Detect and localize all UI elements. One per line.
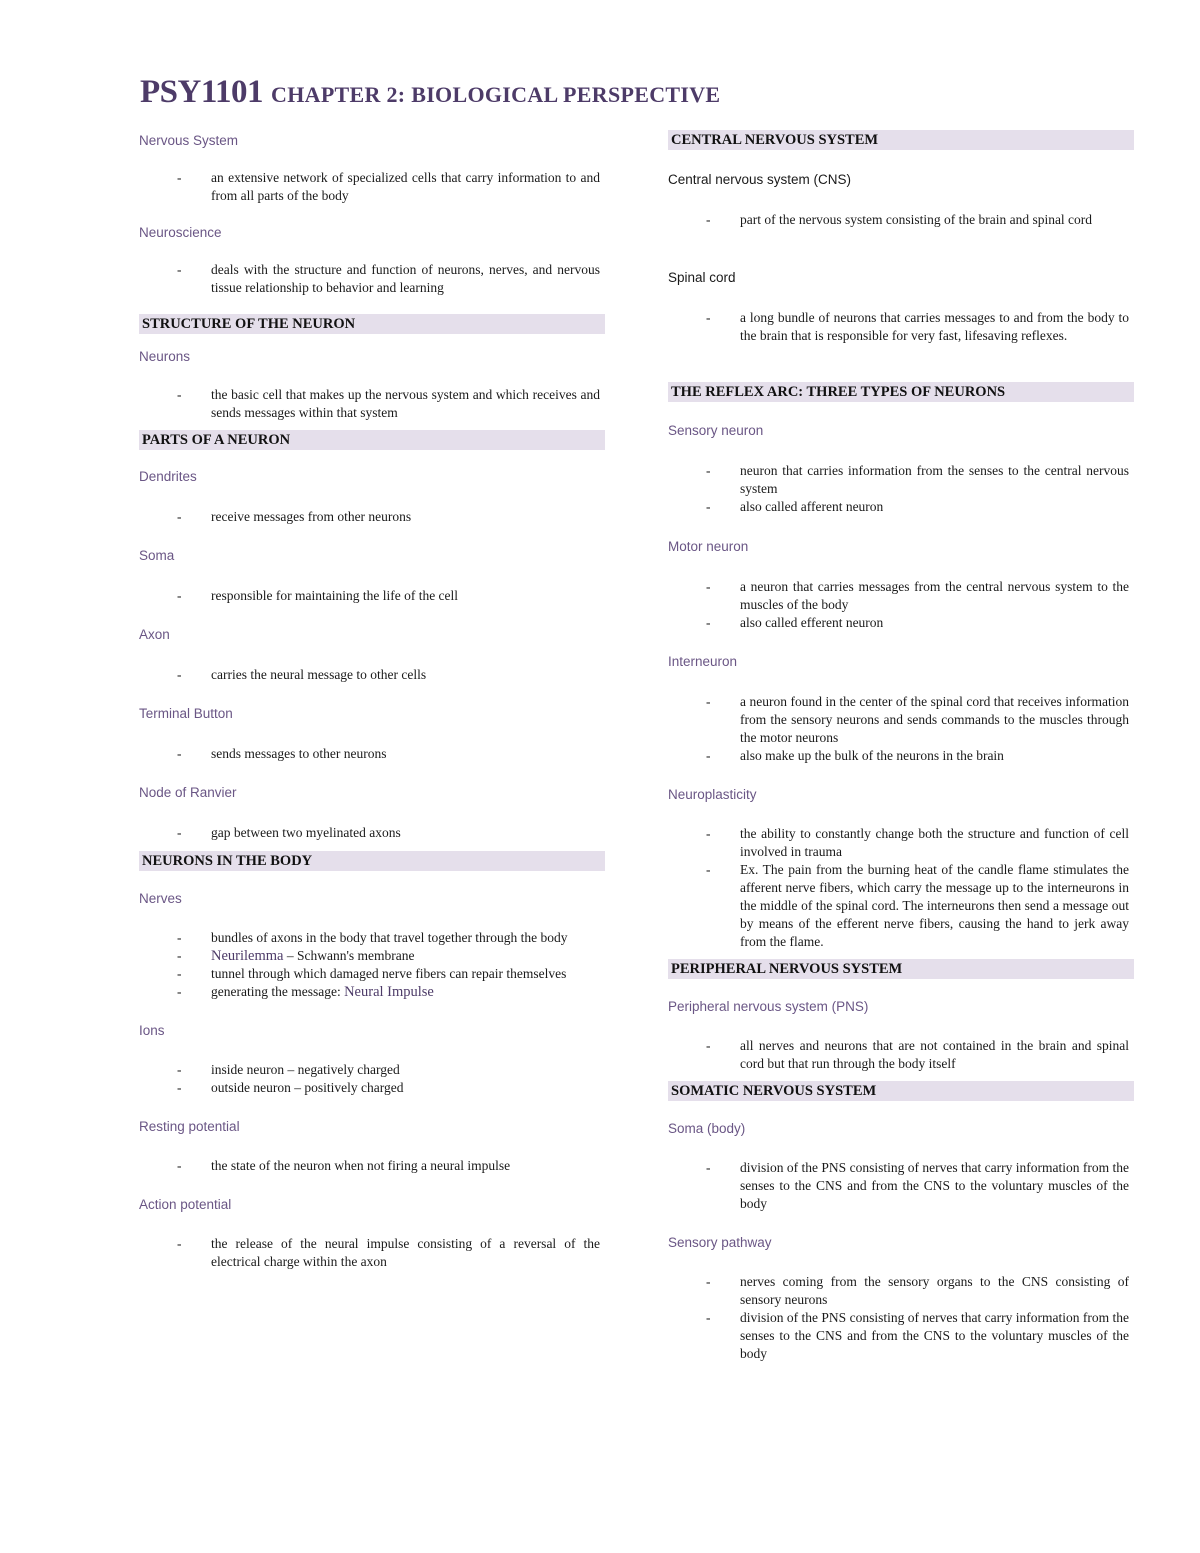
section-heading-structure: STRUCTURE OF THE NEURON [139,314,605,334]
term-soma: Soma [139,548,175,563]
bullet-list [668,578,1134,632]
neural-impulse-term: Neural Impulse [344,984,434,1000]
impulse-prefix: generating the message: [211,984,345,999]
term-interneuron: Interneuron [668,654,738,669]
term-motor-neuron: Motor neuron [668,539,749,554]
bullet-list [139,824,605,842]
section-heading-reflex-arc: THE REFLEX ARC: THREE TYPES OF NEURONS [668,382,1134,402]
section-heading-cns: CENTRAL NERVOUS SYSTEM [668,130,1134,150]
term-action-potential: Action potential [139,1197,232,1212]
bullet-list [139,666,605,684]
bullet-item: - sends messages to other neurons [139,745,605,763]
bullet-item: - the release of the neural impulse consisting of a reversal of the electrical charge within the axon [139,1235,605,1271]
bullet-item: - carries the neural message to other cells [139,666,605,684]
term-neuroscience: Neuroscience [139,225,222,240]
section-heading-parts: PARTS OF A NEURON [139,430,605,450]
term-dendrites: Dendrites [139,469,197,484]
term-ions: Ions [139,1023,165,1038]
bullet-list [139,1235,605,1271]
term-nerves: Nerves [139,891,182,906]
page-title [140,72,720,113]
term-node-of-ranvier: Node of Ranvier [139,785,237,800]
bullet-item: - a neuron found in the center of the spinal cord that receives information from the sensory neurons and sends commands to the muscles through the motor neurons [668,693,1134,747]
bullet-item: - tunnel through which damaged nerve fibers can repair themselves [139,965,605,983]
neurilemma-definition: – Schwann's membrane [283,948,415,963]
bullet-item: - bundles of axons in the body that travel together through the body [139,929,605,947]
term-neuroplasticity: Neuroplasticity [668,787,757,802]
bullet-item: - also make up the bulk of the neurons in the brain [668,747,1134,765]
bullet-item: - part of the nervous system consisting of the brain and spinal cord [668,211,1134,229]
bullet-item: - a neuron that carries messages from the central nervous system to the muscles of the body [668,578,1134,614]
term-terminal-button: Terminal Button [139,706,233,721]
bullet-list [668,1037,1134,1073]
bullet-item: - an extensive network of specialized cells that carry information to and from all parts of the body [139,169,605,205]
bullet-item: - division of the PNS consisting of nerves that carry information from the senses to the CNS and from the CNS to the voluntary muscles of the body [668,1309,1134,1363]
bullet-item: - the ability to constantly change both the structure and function of cell involved in trauma [668,825,1134,861]
bullet-item [139,983,605,1001]
bullet-list [139,1061,605,1097]
section-heading-neurons-in-body: NEURONS IN THE BODY [139,851,605,871]
term-soma-body: Soma (body) [668,1121,746,1136]
section-heading-somatic: SOMATIC NERVOUS SYSTEM [668,1081,1134,1101]
bullet-item: - nerves coming from the sensory organs to the CNS consisting of sensory neurons [668,1273,1134,1309]
term-sensory-neuron: Sensory neuron [668,423,764,438]
bullet-item: - also called efferent neuron [668,614,1134,632]
bullet-list [668,211,1134,229]
bullet-list [139,386,605,422]
bullet-item: - deals with the structure and function of neurons, nerves, and nervous tissue relationship to behavior and learning [139,261,605,297]
bullet-list [668,309,1134,345]
term-spinal-cord: Spinal cord [668,270,736,285]
bullet-item: - inside neuron – negatively charged [139,1061,605,1079]
section-heading-pns: PERIPHERAL NERVOUS SYSTEM [668,959,1134,979]
bullet-item: - the basic cell that makes up the nervous system and which receives and sends messages within that system [139,386,605,422]
bullet-list [139,261,605,297]
bullet-item: - division of the PNS consisting of nerves that carry information from the senses to the CNS and from the CNS to the voluntary muscles of the body [668,1159,1134,1213]
bullet-list [668,1159,1134,1213]
term-sensory-pathway: Sensory pathway [668,1235,772,1250]
term-resting-potential: Resting potential [139,1119,240,1134]
bullet-list [139,929,605,1001]
term-cns: Central nervous system (CNS) [668,172,852,187]
bullet-item [139,947,605,965]
bullet-list [668,693,1134,765]
bullet-list [139,1157,605,1175]
chapter-title: CHAPTER 2: BIOLOGICAL PERSPECTIVE [271,82,721,107]
bullet-list [139,169,605,205]
term-neurons: Neurons [139,349,191,364]
bullet-list [139,508,605,526]
bullet-list [668,1273,1134,1363]
left-column [139,128,605,1271]
term-pns: Peripheral nervous system (PNS) [668,999,869,1014]
bullet-list [668,462,1134,516]
bullet-item: - gap between two myelinated axons [139,824,605,842]
bullet-item: - Ex. The pain from the burning heat of the candle flame stimulates the afferent nerve fibers, which carry the message up to the interneurons in the middle of the spinal cord. The interneurons then send a message out by means of the efferent nerve fibers, causing the hand to jerk away from the flame. [668,861,1134,951]
term-axon: Axon [139,627,170,642]
neurilemma-term: Neurilemma [211,948,284,964]
course-code: PSY1101 [140,74,264,110]
bullet-item: - responsible for maintaining the life of the cell [139,587,605,605]
bullet-item: - neuron that carries information from the senses to the central nervous system [668,462,1134,498]
term-nervous-system: Nervous System [139,133,239,148]
right-column [668,128,1134,1363]
bullet-item: - all nerves and neurons that are not contained in the brain and spinal cord but that run through the body itself [668,1037,1134,1073]
bullet-list [139,587,605,605]
bullet-item: - receive messages from other neurons [139,508,605,526]
bullet-item: - a long bundle of neurons that carries messages to and from the body to the brain that is responsible for very fast, lifesaving reflexes. [668,309,1134,345]
bullet-item: - also called afferent neuron [668,498,1134,516]
bullet-list [139,745,605,763]
bullet-item: - the state of the neuron when not firing a neural impulse [139,1157,605,1175]
bullet-item: - outside neuron – positively charged [139,1079,605,1097]
bullet-list [668,825,1134,951]
